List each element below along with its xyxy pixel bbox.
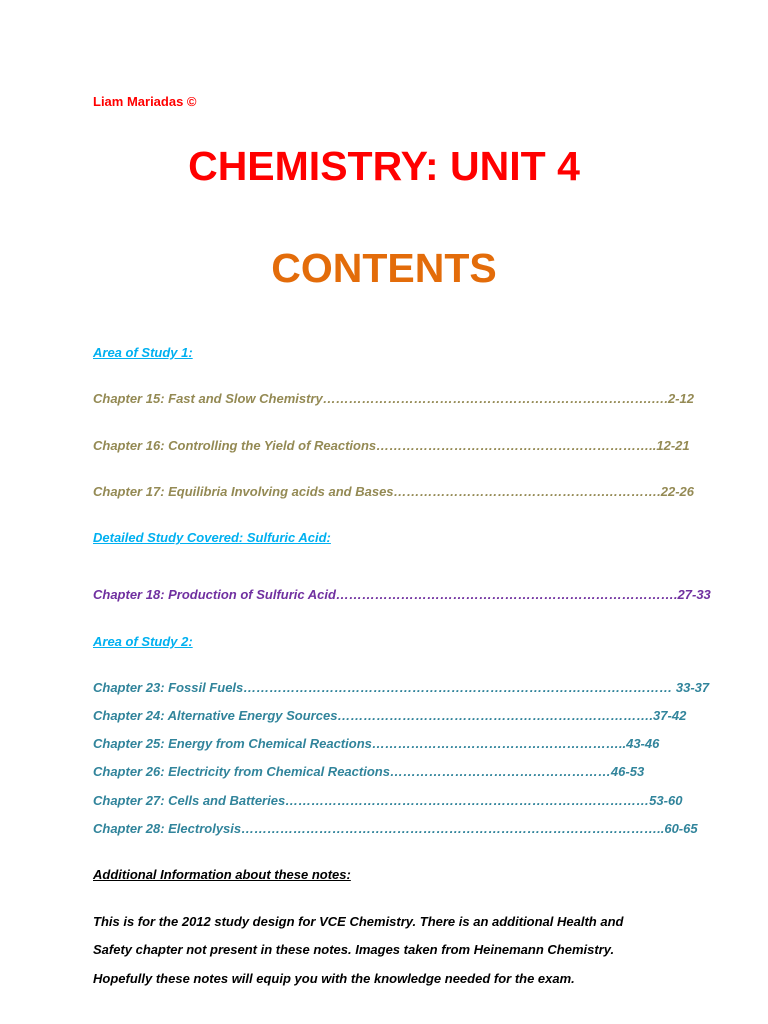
area-of-study-1-heading: Area of Study 1: bbox=[93, 345, 193, 360]
toc-entry-chapter-17: Chapter 17: Equilibria Involving acids and Bases………………………………………….………….22-26 bbox=[93, 484, 695, 499]
toc-entry-chapter-27: Chapter 27: Cells and Batteries…………………………………………………………………………53-60 bbox=[93, 793, 683, 808]
additional-info-line-3: Hopefully these notes will equip you with the knowledge needed for the exam. bbox=[93, 971, 575, 986]
toc-entry-chapter-24: Chapter 24: Alternative Energy Sources……………………………………………………………….37-42 bbox=[93, 708, 687, 723]
additional-info-line-2: Safety chapter not present in these notes. Images taken from Heinemann Chemistry. bbox=[93, 942, 615, 957]
toc-entry-chapter-23: Chapter 23: Fossil Fuels……………………………………………………………………………………… 33-37 bbox=[93, 680, 710, 695]
toc-entry-chapter-16: Chapter 16: Controlling the Yield of Reactions………………………………………………………..12-21 bbox=[93, 438, 690, 453]
toc-entry-chapter-18: Chapter 18: Production of Sulfuric Acid…………………………………………………………………….27-33 bbox=[93, 587, 711, 602]
toc-entry-chapter-15: Chapter 15: Fast and Slow Chemistry………………………………………………………………….….2-12 bbox=[93, 391, 694, 406]
page-title: CHEMISTRY: UNIT 4 bbox=[188, 143, 580, 189]
toc-entry-chapter-28: Chapter 28: Electrolysis……………………………………………………………………………………..60-65 bbox=[93, 821, 698, 836]
toc-entry-chapter-25: Chapter 25: Energy from Chemical Reactions…………………………………………………..43-46 bbox=[93, 736, 660, 751]
area-of-study-2-heading: Area of Study 2: bbox=[93, 634, 193, 649]
toc-entry-chapter-26: Chapter 26: Electricity from Chemical Reactions……………………………………………46-53 bbox=[93, 764, 645, 779]
author-credit: Liam Mariadas © bbox=[93, 94, 197, 109]
additional-info-heading: Additional Information about these notes: bbox=[93, 867, 351, 882]
detailed-study-heading: Detailed Study Covered: Sulfuric Acid: bbox=[93, 530, 331, 545]
contents-heading: CONTENTS bbox=[271, 245, 497, 291]
additional-info-line-1: This is for the 2012 study design for VCE Chemistry. There is an additional Health and bbox=[93, 914, 624, 929]
